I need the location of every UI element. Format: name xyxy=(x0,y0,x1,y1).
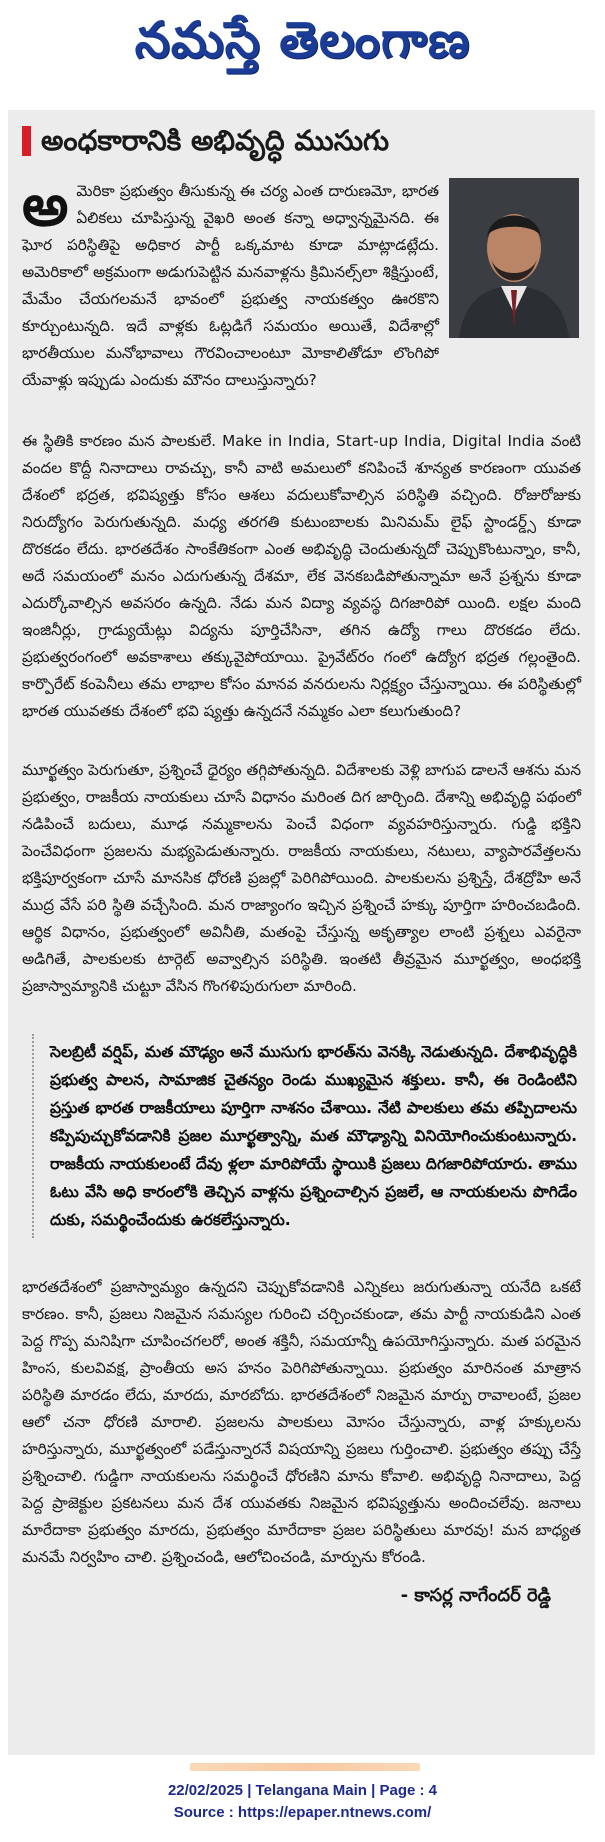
opinion-article xyxy=(8,110,595,1755)
pull-quote: సెలబ్రిటీ వర్షిప్, మత మౌఢ్యం అనే ముసుగు భారత్‌ను వెనక్కి నెడుతున్నది. దేశాభివృద్ధికి ప్రభుత్వ పాలన, సామాజిక చైతన్యం రెండు ముఖ్యమైన శక్తులు. కానీ, ఈ రెండింటిని ప్రస్తుత భారత రాజకీయాలు పూర్తిగా నాశనం చేశాయి. నేటి పాలకులు తమ తప్పిదాలను కప్పిపుచ్చుకోవడానికి ప్రజల మూర్ఖత్వాన్ని, మత మౌఢ్యాన్ని వినియోగించుకుంటున్నారు. రాజకీయ నాయకులంటే దేవు ళ్లలా మారిపోయే స్థాయికి ప్రజలు దిగజారిపోయారు. తాము ఓటు వేసి అధి కారంలోకి తెచ్చిన వాళ్లను ప్రశ్నించాల్సిన ప్రజలే, ఆ నాయకులను పొగిడేం దుకు, సమర్థించేందుకు ఉరకలేస్తున్నారు. xyxy=(32,1034,581,1238)
article-paragraph-2: ఈ స్థితికి కారణం మన పాలకులే. Make in India, Start-up India, Digital India వంటి వందల కొద్దీ నినాదాలు రావచ్చు, కానీ వాటి అమలులో కనిపించే శూన్యత కారణంగా యువత దేశంలో భద్రత, భవిష్యత్తు కోసం ఆశలు వదులుకోవాల్సిన పరిస్థితి వచ్చింది. రోజురోజుకు నిరుద్యోగం పెరుగుతున్నది. మధ్య తరగతి కుటుంబాలకు మినిమమ్ లైఫ్ స్టాండర్డ్స్ కూడా దొరకడం లేదు. భారతదేశం సాంకేతికంగా ఎంత అభివృద్ధి చెందుతున్నదో చెప్పుకొంటున్నాం, కానీ, అదే సమయంలో మనం ఎదుగుతున్న దేశమా, లేక వెనకబడిపోతున్నామా అనే ప్రశ్నను కూడా ఎదుర్కోవాల్సిన అవసరం ఉన్నది. నేడు మన విద్యా వ్యవస్థ దిగజారిపో యింది. లక్షల మంది ఇంజినీర్లు, గ్రాడ్యుయేట్లు విద్యను పూర్తిచేసినా, తగిన ఉద్యో గాలు దొరకడం లేదు. ప్రభుత్వరంగంలో అవకాశాలు తక్కువైపోయాయి. ప్రైవేట్‌రం గంలో ఉద్యోగ భద్రత గల్లంతైంది. కార్పొరేట్ కంపెనీలు తమ లాభాల కోసం మానవ వనరులను నిర్లక్ష్యం చేస్తున్నాయి. ఈ పరిస్థితుల్లో భారత యువతకు దేశంలో భవి ష్యత్తు ఉన్నదనే నమ్మకం ఎలా కలుగుతుంది? xyxy=(22,432,581,720)
drop-cap: అ xyxy=(22,171,69,239)
headline-row xyxy=(22,124,581,158)
article-paragraph-3: మూర్ఖత్వం పెరుగుతూ, ప్రశ్నించే ధైర్యం తగ్గిపోతున్నది. విదేశాలకు వెళ్లి బాగుప డాలనే ఆశను మన ప్రభుత్వం, రాజకీయ నాయకులు చూసే విధానం మరింత దిగ జార్చింది. దేశాన్ని అభివృద్ధి పథంలో నడిపించే బదులు, మూఢ నమ్మకాలను పెంచే విధంగా వ్యవహరిస్తున్నారు. గుడ్డి భక్తిని పెంచేవిధంగా ప్రజలను మభ్యపెడుతున్నారు. రాజకీయ నాయకులు, నటులు, వ్యాపారవేత్తలను భక్తిపూర్వకంగా చూసే మానసిక ధోరణి ప్రజల్లో పెరిగిపోయింది. పాలకులను ప్రశ్నిస్తే, దేశద్రోహి అనే ముద్ర వేసే పరి స్థితి వచ్చేసింది. మన రాజ్యాంగం ఇచ్చిన ప్రశ్నించే హక్కు పూర్తిగా హరించబడింది. ఆర్థిక విధానం, ప్రభుత్వంలో అవినీతి, మతంపై చేస్తున్న అకృత్యాల లాంటి ప్రశ్నలు ఎవరైనా అడిగితే, పాలకులకు టార్గెట్ అవ్వాల్సిన పరిస్థితి. ఇంతటి తీవ్రమైన మూర్ఖత్వం, అంధభక్తి ప్రజాస్వామ్యానికి చుట్టూ వేసిన గొంగళిపురుగులా మారింది. xyxy=(22,761,581,995)
author-photo xyxy=(449,178,579,338)
author-portrait-icon xyxy=(449,178,579,338)
headline-accent-bar xyxy=(22,126,31,156)
edition-info: 22/02/2025 | Telangana Main | Page : 4 xyxy=(167,1782,438,1799)
opening-section xyxy=(22,171,581,394)
author-byline: - కాసర్ల నాగేందర్ రెడ్డి xyxy=(400,1585,551,1606)
footer-divider xyxy=(190,1763,420,1771)
article-paragraph-4: భారతదేశంలో ప్రజాస్వామ్యం ఉన్నదని చెప్పుకోవడానికి ఎన్నికలు జరుగుతున్నా యనేది ఒకటే కారణం. కానీ, ప్రజలు నిజమైన సమస్యల గురించి చర్చించకుండా, తమ పార్టీ నాయకుడిని ఎంత పెద్ద గొప్ప మనిషిగా చూపించగలరో, అంత శక్తినీ, సమయాన్నీ ఉపయోగిస్తున్నారు. మత పరమైన హింస, కులవివక్ష, ప్రాంతీయ అస హనం పెరిగిపోతున్నాయి. ప్రభుత్వం మారినంత మాత్రాన పరిస్థితి మారడం లేదు, మారదు, మారబోదు. భారతదేశంలో నిజమైన మార్పు రావాలంటే, ప్రజల ఆలో చనా ధోరణి మారాలి. ప్రజలను పాలకులు మోసం చేస్తున్నారు, వాళ్ల హక్కులను హరిస్తున్నారు, మూర్ఖత్వంలో పడేస్తున్నారనే విషయాన్ని ప్రజలు గుర్తించాలి. ప్రభుత్వం తప్పు చేస్తే ప్రశ్నించాలి. గుడ్డిగా నాయకులను సమర్థించే ధోరణిని మాను కోవాలి. అభివృద్ధి నినాదాలు, పెద్ద పెద్ద ప్రాజెక్టుల ప్రకటనలు మన దేశ యువతకు నిజమైన భవిష్యత్తును అందించలేవు. జనాలు మారేదాకా ప్రభుత్వం మారదు, ప్రభుత్వం మారేదాకా ప్రజల పరిస్థితులు మారవు! మన బాధ్యత మనమే నిర్వహిం చాలి. ప్రశ్నించండి, ఆలోచించండి, మార్పును కోరండి. xyxy=(22,1278,581,1566)
source-link[interactable]: Source : https://epaper.ntnews.com/ xyxy=(173,1804,432,1821)
article-headline: అంధకారానికి అభివృద్ధి ముసుగు xyxy=(41,124,390,157)
newspaper-masthead: నమస్తే తెలంగాణ xyxy=(134,10,471,69)
paragraph-1-text: మెరికా ప్రభుత్వం తీసుకున్న ఈ చర్య ఎంత దారుణమో, భారత ఏలికలు చూపిస్తున్న వైఖరి అంత కన్నా అధ్వాన్నమైనది. ఈ ఘోర పరిస్థితిపై అధికార పార్టీ ఒక్కమాట కూడా మాట్లాడట్లేదు. అమెరికాలో అక్రమంగా అడుగుపెట్టిన మనవాళ్లను క్రిమినల్స్‌లా శిక్షిస్తుంటే, మేమేం చేయగలమనే భావంలో ప్రభుత్వ నాయకత్వం ఊరకొని కూర్చుంటున్నది. ఇదే వాళ్లకు ఓట్లడిగే సమయం అయితే, విదేశాల్లో భారతీయుల మనోభావాలు గౌరవించాలంటూ మోకాలితోడూ లొంగిపో యేవాళ్లు ఇప్పుడు ఎందుకు మౌనం దాలుస్తున్నారు? xyxy=(22,182,439,389)
page-footer xyxy=(0,1780,605,1824)
